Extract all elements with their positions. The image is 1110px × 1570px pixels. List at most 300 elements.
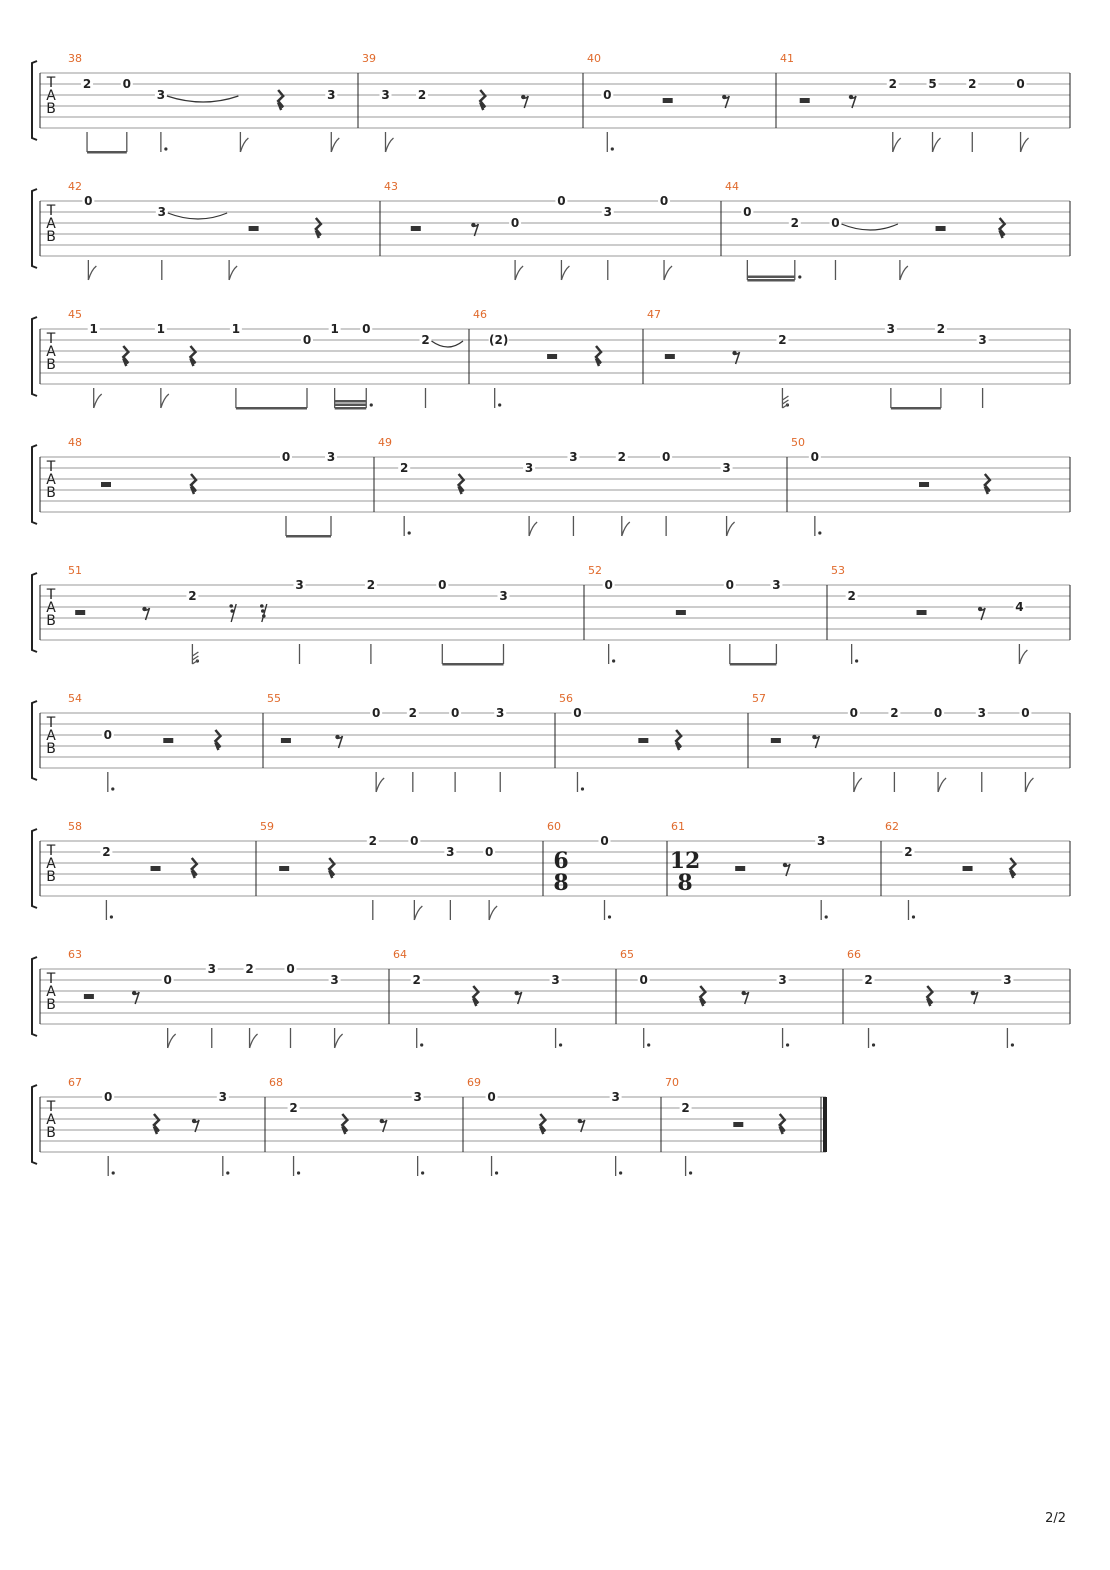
tab-clef-letter: A [46, 600, 56, 616]
eighth-flag [529, 522, 537, 536]
measure [68, 564, 584, 666]
fret-number: 3 [524, 461, 534, 475]
measure [467, 1076, 661, 1176]
measure-number: 38 [68, 52, 82, 65]
quarter-rest [342, 1114, 347, 1134]
measure-number: 43 [384, 180, 398, 193]
eighth-flag [386, 138, 394, 152]
measure [670, 820, 881, 920]
quarter-rest [596, 346, 601, 366]
fret-number: 0 [1021, 706, 1030, 720]
quarter-rest [191, 474, 196, 494]
eighth-flag [94, 394, 102, 408]
eighth-flag [489, 906, 497, 920]
measure [68, 692, 263, 792]
measure [620, 948, 843, 1048]
half-rest [735, 866, 745, 871]
dot [559, 1043, 562, 1046]
measure-number: 69 [467, 1076, 481, 1089]
eighth-flag [727, 522, 735, 536]
eighth-flag [1021, 138, 1029, 152]
measure [780, 52, 1070, 152]
fret-number: 3 [551, 973, 560, 987]
time-signature-top: 12 [669, 848, 701, 874]
measure [647, 308, 1070, 410]
half-rest [75, 610, 85, 615]
fret-number: 3 [977, 706, 986, 720]
tab-clef-letter: T [46, 971, 56, 987]
fret-number: 2 [82, 77, 92, 91]
measure [725, 180, 1070, 282]
fret-number: 0 [743, 205, 752, 219]
dot [297, 1171, 300, 1174]
fret-number: 0 [933, 706, 943, 720]
eighth-flag [335, 1034, 343, 1048]
measure-number: 50 [791, 436, 805, 449]
beam [335, 404, 367, 407]
fret-number: 2 [847, 589, 856, 603]
half-rest [936, 226, 946, 231]
measure-number: 57 [752, 692, 766, 705]
measure-number: 49 [378, 436, 392, 449]
system-bracket [32, 957, 37, 1036]
beam [442, 663, 503, 666]
fret-number: 3 [218, 1090, 227, 1104]
fret-number: 3 [1003, 973, 1012, 987]
quarter-rest [676, 730, 681, 750]
dot [408, 531, 411, 534]
tab-system [32, 692, 1070, 792]
measure [260, 820, 543, 920]
measure-number: 61 [671, 820, 685, 833]
fret-number: 2 [412, 973, 421, 987]
fret-number: 3 [327, 88, 336, 102]
tab-clef-letter: A [46, 1112, 56, 1128]
fret-number: 2 [366, 578, 376, 592]
fret-number: 3 [446, 845, 455, 859]
measure [68, 948, 389, 1048]
fret-number: 0 [103, 728, 112, 742]
quarter-rest [1010, 858, 1015, 878]
measure-number: 40 [587, 52, 601, 65]
fret-number: 0 [362, 322, 371, 336]
eighth-flag [900, 266, 908, 280]
tab-clef-letter: B [46, 613, 56, 629]
dot [855, 659, 858, 662]
beam [335, 400, 367, 403]
measure-number: 42 [68, 180, 82, 193]
eighth-flag [933, 138, 941, 152]
dot [164, 147, 167, 150]
fret-number: 3 [156, 88, 166, 102]
dot [611, 147, 614, 150]
measure-number: 64 [393, 948, 407, 961]
tab-clef-letter: B [46, 1125, 56, 1141]
fret-number: 2 [368, 834, 377, 848]
half-rest [101, 482, 111, 487]
fret-number: 0 [510, 216, 520, 230]
measure-number: 62 [885, 820, 899, 833]
tab-clef-letter: T [46, 715, 56, 731]
quarter-rest [1000, 218, 1005, 238]
system-bracket [32, 189, 37, 268]
tie [167, 96, 239, 102]
measure [267, 692, 555, 792]
half-rest [733, 1122, 743, 1127]
eighth-flag [1019, 650, 1027, 664]
thirtysecond-flag [192, 652, 198, 656]
system-bracket [32, 317, 37, 396]
fret-number: 4 [1015, 600, 1024, 614]
fret-number: 3 [381, 88, 390, 102]
quarter-rest [154, 1114, 159, 1134]
half-rest [963, 866, 973, 871]
eighth-flag [88, 266, 96, 280]
fret-number: 2 [245, 962, 254, 976]
beam [747, 276, 794, 279]
beam [236, 407, 307, 410]
measure [393, 948, 616, 1048]
tab-clef-letter: B [46, 485, 56, 501]
fret-number: 2 [289, 1101, 298, 1115]
fret-number: 0 [831, 216, 840, 230]
eighth-flag [250, 1034, 258, 1048]
fret-number: 3 [611, 1090, 620, 1104]
system-bracket [32, 701, 37, 780]
measure [752, 692, 1070, 792]
fret-number: 3 [330, 973, 339, 987]
fret-number: 0 [122, 77, 131, 91]
tab-clef-letter: A [46, 472, 56, 488]
fret-number: 2 [790, 216, 799, 230]
tab-clef-letter: A [46, 88, 56, 104]
fret-number: 2 [936, 322, 946, 336]
dot [612, 659, 615, 662]
fret-number: 2 [188, 589, 197, 603]
dot [912, 915, 915, 918]
dot [619, 1171, 622, 1174]
eighth-flag [240, 138, 248, 152]
fret-number: 3 [157, 205, 166, 219]
measure [831, 564, 1070, 664]
fret-number: 2 [888, 77, 897, 91]
fret-number: 3 [499, 589, 508, 603]
fret-number: 3 [978, 333, 987, 347]
tab-clef-letter: A [46, 984, 56, 1000]
fret-number: 2 [864, 973, 873, 987]
measure [587, 52, 776, 152]
beam [286, 535, 331, 538]
measure [547, 820, 667, 920]
measure [384, 180, 721, 280]
tab-system [32, 564, 1070, 666]
half-rest [917, 610, 927, 615]
fret-number: 1 [156, 322, 166, 336]
quarter-rest [480, 90, 485, 110]
fret-number: 0 [163, 973, 172, 987]
tab-system [32, 436, 1070, 538]
quarter-rest [985, 474, 990, 494]
fret-number: 0 [1016, 77, 1025, 91]
fret-number: 0 [438, 578, 447, 592]
short-rest-dot [260, 604, 264, 608]
fret-number: 0 [659, 194, 669, 208]
measure [68, 308, 469, 410]
fret-number: 0 [410, 834, 419, 848]
beam [87, 151, 127, 154]
measure-number: 41 [780, 52, 794, 65]
measure [68, 820, 256, 920]
tab-clef-letter: B [46, 357, 56, 373]
fret-number: 0 [286, 962, 295, 976]
quarter-rest [278, 90, 283, 110]
dot [420, 1043, 423, 1046]
measure [269, 1076, 463, 1176]
beam [891, 407, 941, 410]
quarter-rest [473, 986, 478, 1006]
fret-number: 0 [604, 578, 613, 592]
fret-number: 2 [400, 461, 409, 475]
measure [559, 692, 748, 792]
dot [818, 531, 821, 534]
tie [432, 341, 464, 347]
dot [495, 1171, 498, 1174]
quarter-rest [329, 858, 334, 878]
measure-number: 53 [831, 564, 845, 577]
fret-number: 0 [810, 450, 820, 464]
tab-clef-letter: B [46, 101, 56, 117]
dot [370, 403, 373, 406]
fret-number: 0 [639, 973, 648, 987]
eighth-flag [938, 778, 946, 792]
tab-clef-letter: B [46, 741, 56, 757]
measure-number: 46 [473, 308, 487, 321]
dot [421, 1171, 424, 1174]
half-rest [411, 226, 421, 231]
dot [581, 787, 584, 790]
fret-number: 3 [569, 450, 578, 464]
half-rest [84, 994, 94, 999]
half-rest [249, 226, 259, 231]
beam [730, 663, 777, 666]
fret-number: 0 [661, 450, 671, 464]
measure-number: 65 [620, 948, 634, 961]
tab-system [32, 820, 1070, 920]
fret-number: 3 [603, 205, 612, 219]
dot [647, 1043, 650, 1046]
fret-number: 0 [104, 1090, 113, 1104]
measure [68, 1076, 265, 1176]
dot [798, 275, 801, 278]
measure [847, 948, 1070, 1048]
measure-number: 45 [68, 308, 82, 321]
quarter-rest [927, 986, 932, 1006]
measure [885, 820, 1070, 920]
quarter-rest [780, 1114, 785, 1134]
dot [112, 1171, 115, 1174]
quarter-rest [215, 730, 220, 750]
fret-number: 3 [413, 1090, 422, 1104]
fret-number: 2 [968, 77, 977, 91]
dot [1011, 1043, 1014, 1046]
system-bracket [32, 573, 37, 652]
measure-number: 48 [68, 436, 82, 449]
fret-number: 0 [484, 845, 494, 859]
measure [588, 564, 827, 666]
fret-number: 2 [408, 706, 417, 720]
fret-number: 2 [890, 706, 899, 720]
measure-number: 54 [68, 692, 82, 705]
tab-clef-letter: T [46, 843, 56, 859]
measure [791, 436, 1070, 536]
quarter-rest [316, 218, 321, 238]
fret-number: 0 [281, 450, 291, 464]
tie [841, 224, 897, 230]
measure-number: 39 [362, 52, 376, 65]
half-rest [771, 738, 781, 743]
half-rest [800, 98, 810, 103]
measure-number: 67 [68, 1076, 82, 1089]
tab-clef-letter: B [46, 869, 56, 885]
page-number: 2/2 [1045, 1511, 1066, 1526]
eighth-flag [414, 906, 422, 920]
quarter-rest [540, 1114, 545, 1134]
fret-number: 2 [417, 88, 427, 102]
half-rest [638, 738, 648, 743]
dot [111, 787, 114, 790]
final-barline-thick [823, 1097, 827, 1152]
tab-clef-letter: T [46, 1099, 56, 1115]
fret-number: 1 [231, 322, 241, 336]
fret-number: 0 [557, 194, 566, 208]
half-rest [151, 866, 161, 871]
tab-clef-letter: T [46, 203, 56, 219]
measure-number: 60 [547, 820, 561, 833]
measure [68, 52, 358, 154]
measure [665, 1076, 827, 1176]
fret-number: 2 [681, 1101, 690, 1115]
tab-system [32, 180, 1070, 282]
fret-number: 3 [496, 706, 505, 720]
fret-number: 0 [725, 578, 734, 592]
tab-clef-letter: A [46, 856, 56, 872]
time-signature-bottom: 8 [553, 870, 569, 896]
measure-number: 63 [68, 948, 82, 961]
eighth-flag [1025, 778, 1033, 792]
measure [473, 308, 643, 408]
fret-number: 3 [886, 322, 896, 336]
measure-number: 55 [267, 692, 281, 705]
fret-number: 3 [817, 834, 826, 848]
eighth-flag [376, 778, 384, 792]
fret-number: 0 [371, 706, 381, 720]
fret-number: 3 [326, 450, 336, 464]
thirtysecond-flag [782, 400, 788, 404]
tab-system [32, 308, 1070, 410]
fret-number: 5 [928, 77, 937, 91]
half-rest [665, 354, 675, 359]
fret-number: 1 [89, 322, 98, 336]
half-rest [663, 98, 673, 103]
eighth-flag [168, 1034, 176, 1048]
system-bracket [32, 829, 37, 908]
quarter-rest [192, 858, 197, 878]
dot [825, 915, 828, 918]
half-rest [676, 610, 686, 615]
fret-number: 1 [330, 322, 339, 336]
tab-clef-letter: T [46, 75, 56, 91]
measure-number: 58 [68, 820, 82, 833]
tab-clef-letter: A [46, 344, 56, 360]
tab-clef-letter: T [46, 587, 56, 603]
fret-number: 3 [778, 973, 787, 987]
dot [786, 1043, 789, 1046]
fret-number: (2) [489, 333, 509, 347]
tab-clef-letter: A [46, 728, 56, 744]
fret-number: 3 [722, 461, 731, 475]
fret-number: 3 [295, 578, 304, 592]
short-rest-dot [229, 604, 233, 608]
half-rest [281, 738, 291, 743]
fret-number: 0 [302, 333, 312, 347]
system-bracket [32, 61, 37, 140]
half-rest [279, 866, 289, 871]
eighth-flag [161, 394, 169, 408]
quarter-rest [123, 346, 128, 366]
fret-number: 2 [617, 450, 626, 464]
thirtysecond-flag [192, 656, 198, 660]
measure-number: 56 [559, 692, 573, 705]
fret-number: 0 [573, 706, 582, 720]
measure-number: 68 [269, 1076, 283, 1089]
measure [378, 436, 787, 536]
quarter-rest [190, 346, 195, 366]
fret-number: 2 [904, 845, 913, 859]
measure-number: 44 [725, 180, 739, 193]
fret-number: 0 [84, 194, 93, 208]
time-signature-top: 6 [553, 848, 569, 874]
system-bracket [32, 1085, 37, 1164]
tab-clef-letter: A [46, 216, 56, 232]
measure [68, 180, 380, 280]
tab-clef-letter: T [46, 459, 56, 475]
eighth-flag [229, 266, 237, 280]
half-rest [919, 482, 929, 487]
measure [68, 436, 374, 538]
dot [608, 915, 611, 918]
fret-number: 2 [421, 333, 430, 347]
measure-number: 51 [68, 564, 82, 577]
quarter-rest [459, 474, 464, 494]
fret-number: 0 [487, 1090, 496, 1104]
measure-number: 52 [588, 564, 602, 577]
beam [335, 407, 367, 410]
fret-number: 2 [778, 333, 787, 347]
dot [498, 403, 501, 406]
eighth-flag [561, 266, 569, 280]
eighth-flag [622, 522, 630, 536]
beam [747, 279, 794, 282]
tab-system [32, 1076, 827, 1176]
fret-number: 3 [772, 578, 781, 592]
fret-number: 0 [849, 706, 859, 720]
tab-clef-letter: T [46, 331, 56, 347]
eighth-flag [893, 138, 901, 152]
fret-number: 0 [603, 88, 612, 102]
thirtysecond-flag [782, 396, 788, 400]
eighth-flag [854, 778, 862, 792]
eighth-flag [664, 266, 672, 280]
